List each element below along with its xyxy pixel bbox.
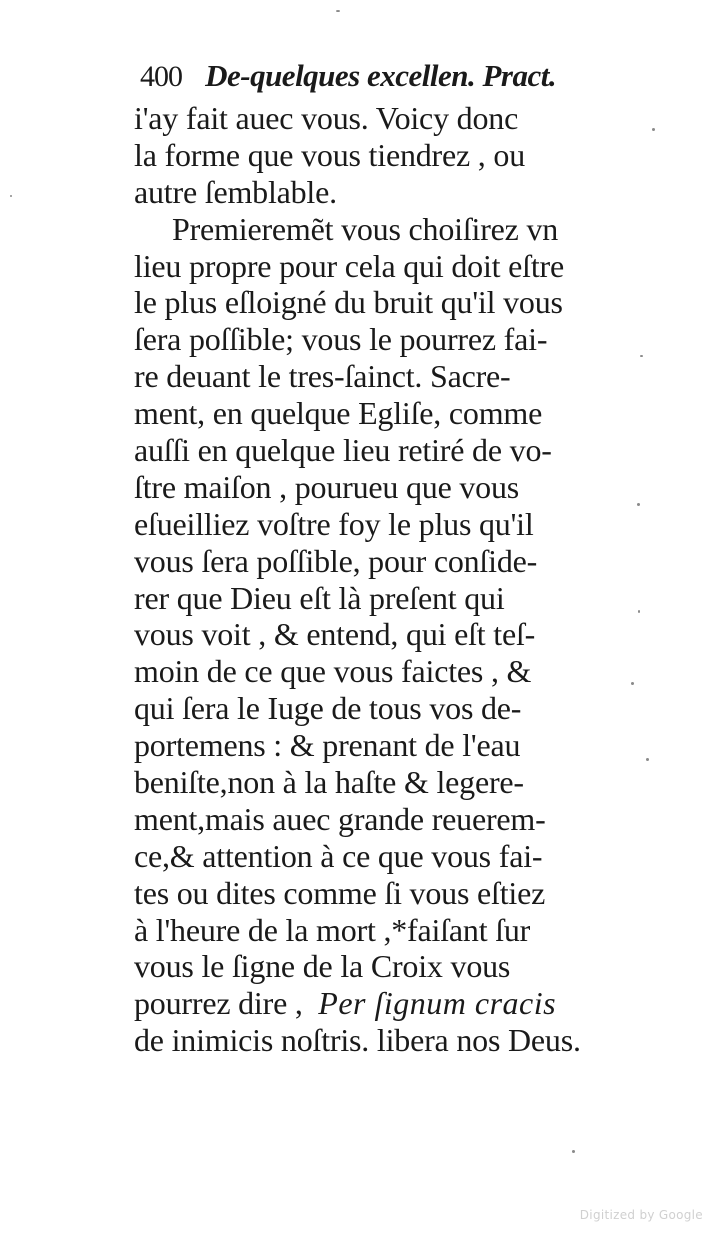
text-line: ment,mais auec grande reuerem- xyxy=(134,800,546,837)
text-line: à l'heure de la mort ,*faiſant ſur xyxy=(134,911,531,948)
scan-speck xyxy=(640,355,643,357)
running-head: De-quelques excellen. Pract. xyxy=(205,58,557,93)
text-line: autre ſemblable. xyxy=(134,173,337,210)
latin-prayer-inline: Per ſignum cracis xyxy=(318,985,557,1022)
text-line: i'ay fait auec vous. Voicy donc xyxy=(134,100,519,136)
body-text xyxy=(134,100,624,1059)
paragraph-start-line: Premieremẽt vous choiſirez vn xyxy=(172,210,559,247)
text-line: ſera poſſible; vous le pourrez fai- xyxy=(134,321,548,358)
page-number: 400 xyxy=(140,60,182,93)
latin-prayer-line: de inimicis noſtris. libera nos Deus. xyxy=(134,1022,581,1059)
scan-speck xyxy=(336,10,340,12)
text-line: auſſi en quelque lieu retiré de vo- xyxy=(134,432,552,469)
scan-speck xyxy=(638,610,640,613)
text-line-with-latin xyxy=(134,985,624,1022)
text-line: ce,& attention à ce que vous fai- xyxy=(134,837,543,874)
text-line: vous voit , & entend, qui eſt teſ- xyxy=(134,616,536,653)
text-line: eſueilliez voſtre foy le plus qu'il xyxy=(134,505,534,542)
text-line: ſtre maiſon , pourueu que vous xyxy=(134,468,520,505)
text-line: tes ou dites comme ſi vous eſtiez xyxy=(134,874,546,911)
text-line: portemens : & prenant de l'eau xyxy=(134,727,521,764)
text-line: rer que Dieu eſt là preſent qui xyxy=(134,579,505,616)
scan-speck xyxy=(572,1150,575,1153)
scan-speck xyxy=(652,128,655,131)
scan-speck xyxy=(631,682,634,685)
text-line: lieu propre pour cela qui doit eſtre xyxy=(134,247,564,284)
scan-speck xyxy=(646,758,649,761)
text-line: qui ſera le Iuge de tous vos de- xyxy=(134,690,522,727)
text-line: re deuant le tres-ſainct. Sacre- xyxy=(134,358,511,395)
scan-speck xyxy=(637,503,640,506)
text-line: la forme que vous tiendrez , ou xyxy=(134,136,526,173)
watermark: Digitized by Google xyxy=(579,1208,703,1222)
text-segment: pourrez dire , xyxy=(134,985,303,1022)
page-header xyxy=(140,58,620,98)
text-line: ment, en quelque Egliſe, comme xyxy=(134,395,543,432)
text-line: vous ſera poſſible, pour conſide- xyxy=(134,542,538,579)
text-line: le plus eſloigné du bruit qu'il vous xyxy=(134,284,563,321)
text-line: vous le ſigne de la Croix vous xyxy=(134,948,511,985)
scan-speck xyxy=(10,195,12,197)
text-line: beniſte,non à la haſte & legere- xyxy=(134,764,524,801)
text-line: moin de ce que vous faictes , & xyxy=(134,653,532,690)
